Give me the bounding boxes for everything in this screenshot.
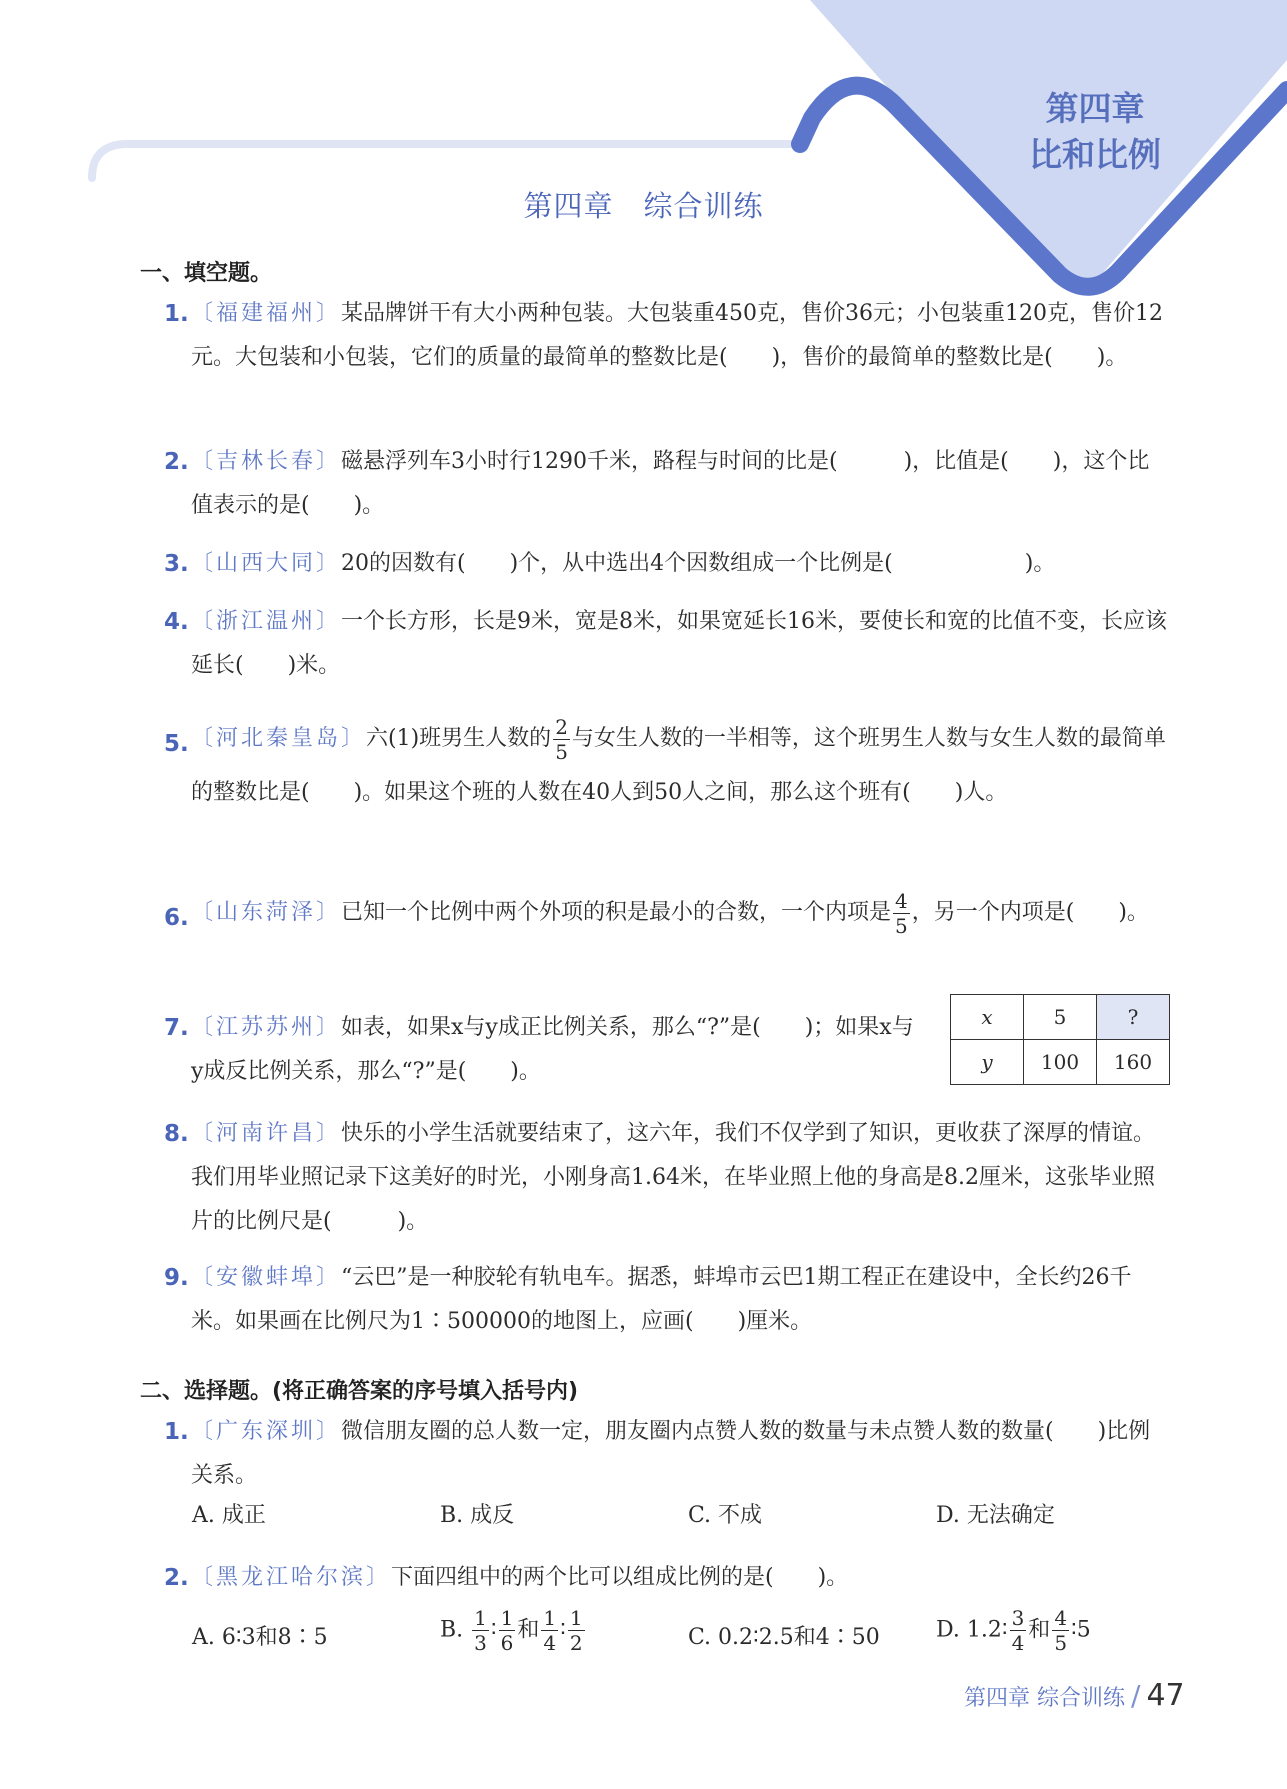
- question-text-b: 与女生人数的一半相等，这个班男生人数与女生人数的最简单的整数比是( )。如果这个班的人数在40人到50人之间，那么这个班有( )人。: [191, 726, 1166, 805]
- question-text: 一个长方形，长是9米，宽是8米，如果宽延长16米，要使长和宽的比值不变，长应该延长( )米。: [191, 609, 1168, 678]
- question-number: 1.: [164, 1419, 189, 1445]
- table-row: [951, 995, 1170, 1040]
- fraction: [1010, 1608, 1027, 1653]
- section1-heading: 一、填空题。: [140, 261, 273, 286]
- question-3: [164, 542, 1170, 586]
- fraction-denominator: 4: [543, 1631, 557, 1655]
- fraction: [541, 1608, 558, 1653]
- question-5: [164, 712, 1170, 820]
- fraction-denominator: 5: [1054, 1631, 1068, 1655]
- question-source: 〔山东菏泽〕: [191, 900, 342, 925]
- question-text: “云巴”是一种胶轮有轨电车。据悉，蚌埠市云巴1期工程正在建设中，全长约26千米。如果画在比例尺为1∶500000的地图上，应画( )厘米。: [191, 1265, 1132, 1334]
- option-d[interactable]: [936, 1608, 1091, 1653]
- question-9: [164, 1256, 1170, 1344]
- question-number: 2.: [164, 449, 189, 475]
- question-number: 1.: [164, 301, 189, 327]
- page-footer: [964, 1678, 1185, 1713]
- and-text: 和: [1028, 1617, 1051, 1643]
- choice-question-1: [164, 1410, 1170, 1498]
- question-source: 〔江苏苏州〕: [191, 1015, 342, 1040]
- question-2: [164, 440, 1170, 528]
- chapter-tag-line2: 比和比例: [1029, 135, 1161, 174]
- footer-name: 综合训练: [1037, 1686, 1126, 1711]
- option-c[interactable]: C. 0.2∶2.5和4∶50: [688, 1625, 880, 1650]
- question-4: [164, 600, 1170, 688]
- fraction: [553, 714, 570, 764]
- option-c[interactable]: C. 不成: [688, 1503, 763, 1528]
- choice-options-2: [192, 1608, 1172, 1668]
- question-number: 5.: [164, 731, 189, 757]
- question-source: 〔吉林长春〕: [191, 449, 342, 474]
- fraction-denominator: 3: [474, 1631, 487, 1655]
- question-source: 〔浙江温州〕: [191, 609, 342, 634]
- question-text-a: 六(1)班男生人数的: [366, 726, 552, 751]
- question-number: 4.: [164, 609, 189, 635]
- question-text-a: 已知一个比例中两个外项的积是最小的合数，一个内项是: [341, 900, 892, 925]
- question-source: 〔福建福州〕: [191, 301, 342, 326]
- ratio-colon: ∶: [490, 1617, 497, 1643]
- question-7: [164, 1006, 924, 1094]
- option-a[interactable]: A. 6∶3和8∶5: [192, 1625, 328, 1650]
- page-number: 47: [1146, 1678, 1185, 1713]
- question-text: 20的因数有( )个，从中选出4个因数组成一个比例是( )。: [341, 551, 1056, 576]
- option-a[interactable]: A. 成正: [192, 1503, 266, 1528]
- section2-heading: 二、选择题。(将正确答案的序号填入括号内): [140, 1379, 579, 1404]
- fraction: [568, 1608, 585, 1653]
- question-8: [164, 1112, 1170, 1244]
- table-cell: ?: [1097, 995, 1170, 1040]
- table-cell: 160: [1097, 1040, 1170, 1085]
- question-source: 〔河北秦皇岛〕: [191, 726, 367, 751]
- fraction-denominator: 5: [555, 739, 568, 764]
- question-text: 磁悬浮列车3小时行1290千米，路程与时间的比是( )，比值是( )，这个比值表示的是( )。: [191, 449, 1150, 518]
- ratio-colon: ∶: [560, 1617, 566, 1643]
- question-number: 3.: [164, 551, 189, 577]
- option-d[interactable]: D. 无法确定: [936, 1503, 1055, 1528]
- footer-chapter: 第四章: [964, 1686, 1031, 1711]
- option-label: B.: [440, 1617, 464, 1643]
- question-text: 微信朋友圈的总人数一定，朋友圈内点赞人数的数量与未点赞人数的数量( )比例关系。: [191, 1419, 1151, 1488]
- question-text-b: ，另一个内项是( )。: [911, 900, 1149, 925]
- question-number: 7.: [164, 1015, 189, 1041]
- option-label: D. 1.2∶: [936, 1617, 1008, 1643]
- question-source: 〔山西大同〕: [191, 551, 342, 576]
- fraction-numerator: 2: [555, 714, 568, 739]
- choice-options-1: [192, 1498, 1172, 1542]
- table-cell: 100: [1024, 1040, 1097, 1085]
- question-1: [164, 292, 1170, 380]
- table-cell: 5: [1024, 995, 1097, 1040]
- fraction-numerator: 1: [543, 1606, 557, 1630]
- option-b[interactable]: [440, 1608, 587, 1653]
- question-source: 〔黑龙江哈尔滨〕: [191, 1565, 392, 1590]
- fraction: [1052, 1608, 1069, 1653]
- footer-slash: /: [1131, 1679, 1141, 1712]
- fraction: [893, 888, 910, 938]
- fraction-numerator: 1: [500, 1606, 514, 1630]
- question-number: 2.: [164, 1565, 189, 1591]
- question-6: [164, 886, 1170, 940]
- and-text: 和: [517, 1617, 540, 1643]
- chapter-tag: [1000, 86, 1190, 178]
- choice-question-2: [164, 1556, 1170, 1600]
- option-suffix: ∶5: [1071, 1617, 1091, 1643]
- table-row: [951, 1040, 1170, 1085]
- fraction-numerator: 3: [1011, 1606, 1025, 1630]
- fraction-numerator: 4: [1054, 1606, 1068, 1630]
- table-cell: y: [951, 1040, 1024, 1085]
- fraction-denominator: 4: [1011, 1631, 1025, 1655]
- question-number: 8.: [164, 1121, 189, 1147]
- option-b[interactable]: B. 成反: [440, 1503, 515, 1528]
- question-source: 〔广东深圳〕: [191, 1419, 342, 1444]
- question-text: 如表，如果x与y成正比例关系，那么“?”是( )；如果x与y成反比例关系，那么“?”是( )。: [191, 1015, 914, 1084]
- question-text: 某品牌饼干有大小两种包装。大包装重450克，售价36元；小包装重120克，售价12元。大包装和小包装，它们的质量的最简单的整数比是( )，售价的最简单的整数比是( )。: [191, 301, 1163, 370]
- fraction-numerator: 4: [895, 888, 908, 913]
- question-source: 〔河南许昌〕: [191, 1121, 342, 1146]
- question-text: 下面四组中的两个比可以组成比例的是( )。: [391, 1565, 849, 1590]
- question-text: 快乐的小学生活就要结束了，这六年，我们不仅学到了知识，更收获了深厚的情谊。我们用毕业照记录下这美好的时光，小刚身高1.64米，在毕业照上他的身高是8.2厘米，这张毕业照片的比例尺是( )。: [191, 1121, 1156, 1234]
- chapter-tag-line1: 第四章: [1045, 89, 1145, 128]
- page-title-name: 综合训练: [643, 189, 764, 223]
- fraction-numerator: 1: [474, 1606, 487, 1630]
- page-title-chapter: 第四章: [523, 189, 614, 223]
- fraction: [472, 1608, 489, 1653]
- fraction-denominator: 5: [895, 913, 908, 938]
- fraction-denominator: 2: [569, 1631, 583, 1655]
- question-number: 9.: [164, 1265, 189, 1291]
- fraction: [499, 1608, 516, 1653]
- page-title: [0, 184, 1287, 225]
- fraction-numerator: 1: [569, 1606, 583, 1630]
- table-cell: x: [951, 995, 1024, 1040]
- question-source: 〔安徽蚌埠〕: [191, 1265, 342, 1290]
- question-number: 6.: [164, 905, 189, 931]
- xy-table: [950, 994, 1170, 1085]
- fraction-denominator: 6: [500, 1631, 514, 1655]
